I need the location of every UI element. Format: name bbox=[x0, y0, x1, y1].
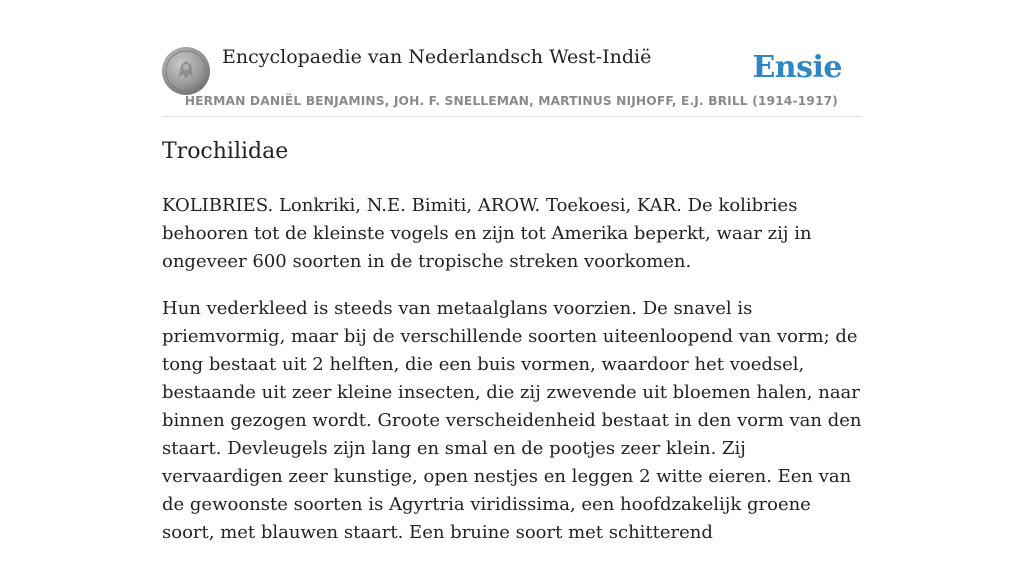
coin-icon-graphic bbox=[162, 47, 210, 95]
paragraph: Hun vederkleed is steeds van metaalglans voorzien. De snavel is priemvormig, maar bij de verschillende soorten uiteenloopend van vorm; de tong bestaat uit 2 helften, die een buis vormen, waardoor het voedsel, bestaande uit zeer kleine insecten, die zij zwevende uit bloemen halen, naar binnen gezogen wordt. Groote verscheidenheid bestaat in den vorm van den staart. Devleugels zijn lang en smal en de pootjes zeer klein. Zij vervaardigen zeer kunstige, open nestjes en leggen 2 witte eieren. Een van de gewoonste soorten is Agyrtria viridissima, een hoofdzakelijk groene soort, met blauwen staart. Een bruine soort met schitterend bbox=[162, 298, 862, 543]
coin-icon[interactable] bbox=[162, 47, 210, 95]
header bbox=[162, 0, 862, 117]
brand-logo[interactable]: Ensie bbox=[752, 50, 842, 85]
book-title[interactable]: Encyclopaedie van Nederlandsch West-Indië bbox=[222, 46, 652, 68]
entry-title: Trochilidae bbox=[162, 139, 289, 164]
paragraph: KOLIBRIES. Lonkriki, N.E. Bimiti, AROW. Toekoesi, KAR. De kolibries behooren tot de kleinste vogels en zijn tot Amerika beperkt, waar zij in ongeveer 600 soorten in de tropische streken voorkomen. bbox=[162, 195, 812, 272]
authors-line: HERMAN DANIËL BENJAMINS, JOH. F. SNELLEMAN, MARTINUS NIJHOFF, E.J. BRILL (1914-1917) bbox=[184, 94, 838, 108]
page bbox=[162, 0, 862, 543]
entry-body bbox=[162, 192, 866, 566]
